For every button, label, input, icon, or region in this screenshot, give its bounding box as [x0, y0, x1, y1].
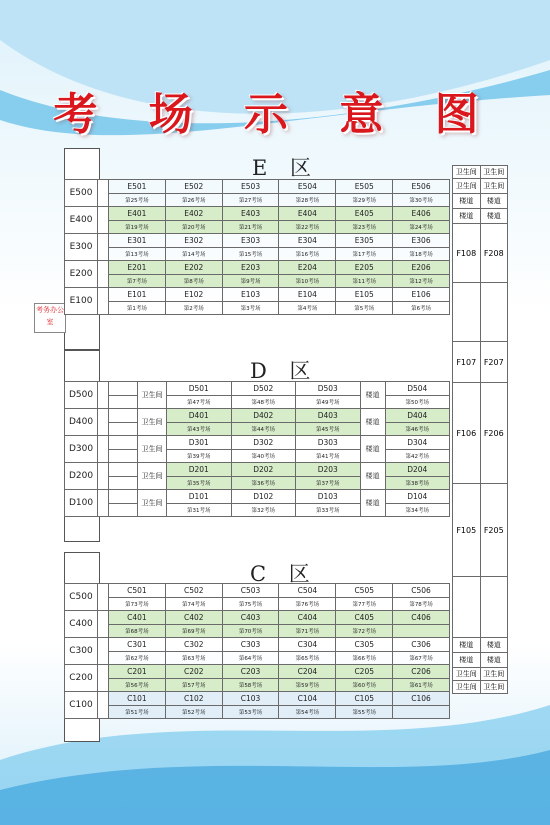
- room-f208: F208: [480, 224, 508, 283]
- toilet-label: 卫生间: [480, 681, 508, 694]
- floor-label: D500: [65, 382, 98, 409]
- exam-cell: 第59考场: [279, 679, 336, 692]
- exam-cell: 第60考场: [336, 679, 393, 692]
- exam-cell: 第35考场: [167, 477, 232, 490]
- room-cell: C503: [222, 584, 279, 598]
- room-cell: E405: [336, 207, 393, 221]
- room-cell: C103: [222, 692, 279, 706]
- stair-label: 楼道: [480, 194, 508, 209]
- exam-cell: 第74考场: [165, 598, 222, 611]
- corridor-cell: [109, 504, 138, 517]
- room-cell: C504: [279, 584, 336, 598]
- exam-cell: 第2考场: [165, 302, 222, 315]
- exam-cell: 第58考场: [222, 679, 279, 692]
- corridor-cell: [98, 261, 109, 288]
- exam-cell: 第15考场: [222, 248, 279, 261]
- exam-cell: 第45考场: [296, 423, 361, 436]
- room-cell: E201: [109, 261, 166, 275]
- toilet-label: 卫生间: [480, 166, 508, 179]
- room-cell: C404: [279, 611, 336, 625]
- corridor-cell: [98, 665, 109, 692]
- exam-cell: 第70考场: [222, 625, 279, 638]
- room-cell: E306: [393, 234, 450, 248]
- room-cell: C502: [165, 584, 222, 598]
- room-cell: D304: [385, 436, 450, 450]
- room-cell: E202: [165, 261, 222, 275]
- corridor-cell: [98, 490, 109, 517]
- exam-cell: 第7考场: [109, 275, 166, 288]
- exam-cell: 第18考场: [393, 248, 450, 261]
- room-cell: E103: [222, 288, 279, 302]
- exam-cell: 第1考场: [109, 302, 166, 315]
- room-cell: E406: [393, 207, 450, 221]
- room-cell: E104: [279, 288, 336, 302]
- stair-label: 楼道: [360, 382, 385, 409]
- exam-cell: 第10考场: [279, 275, 336, 288]
- room-cell: D101: [167, 490, 232, 504]
- room-cell: E305: [336, 234, 393, 248]
- exam-cell: 第26考场: [165, 194, 222, 207]
- room-cell: E503: [222, 180, 279, 194]
- exam-cell: 第21考场: [222, 221, 279, 234]
- toilet-label: 卫生间: [480, 179, 508, 194]
- corridor-cell: [109, 423, 138, 436]
- room-cell: E501: [109, 180, 166, 194]
- exam-cell: 第44考场: [231, 423, 296, 436]
- exam-cell: 第30考场: [393, 194, 450, 207]
- room-cell: E101: [109, 288, 166, 302]
- stair-label: 楼道: [360, 436, 385, 463]
- room-cell: D104: [385, 490, 450, 504]
- corridor-cell: [98, 409, 109, 436]
- room-cell: C402: [165, 611, 222, 625]
- floor-label: D300: [65, 436, 98, 463]
- exam-cell: 第16考场: [279, 248, 336, 261]
- room-cell: E302: [165, 234, 222, 248]
- corridor-cell: [98, 611, 109, 638]
- floor-label: E100: [65, 288, 98, 315]
- floor-label: C100: [65, 692, 98, 719]
- room-cell: D502: [231, 382, 296, 396]
- toilet-label: 卫生间: [138, 382, 167, 409]
- exam-cell: 第11考场: [336, 275, 393, 288]
- exam-cell: 第64考场: [222, 652, 279, 665]
- room-cell: E106: [393, 288, 450, 302]
- exam-cell: 第34考场: [385, 504, 450, 517]
- toilet-label: 卫生间: [138, 490, 167, 517]
- exam-cell: 第47考场: [167, 396, 232, 409]
- room-cell: D401: [167, 409, 232, 423]
- corridor-cell: [98, 180, 109, 207]
- stair-label: 楼道: [360, 490, 385, 517]
- corridor-cell: [109, 396, 138, 409]
- room-cell: E505: [336, 180, 393, 194]
- room-cell: C205: [336, 665, 393, 679]
- toilet-label: 卫生间: [138, 463, 167, 490]
- exam-cell: 第49考场: [296, 396, 361, 409]
- exam-cell: 第12考场: [393, 275, 450, 288]
- room-cell: C405: [336, 611, 393, 625]
- exam-cell: 第65考场: [279, 652, 336, 665]
- zone-C-table: [64, 583, 450, 719]
- room-cell: C304: [279, 638, 336, 652]
- room-cell: D303: [296, 436, 361, 450]
- corridor-cell: [109, 477, 138, 490]
- corridor-cell: [98, 692, 109, 719]
- exam-cell: 第46考场: [385, 423, 450, 436]
- zone-D-table: [64, 381, 450, 517]
- room-cell: E301: [109, 234, 166, 248]
- exam-cell: 第37考场: [296, 477, 361, 490]
- room-cell: C102: [165, 692, 222, 706]
- exam-cell: 第27考场: [222, 194, 279, 207]
- exam-cell: 第75考场: [222, 598, 279, 611]
- corridor-cell: [109, 450, 138, 463]
- room-cell: E206: [393, 261, 450, 275]
- room-cell: D204: [385, 463, 450, 477]
- exam-cell: 第32考场: [231, 504, 296, 517]
- corridor-cell: [98, 207, 109, 234]
- stair-label: 楼道: [480, 209, 508, 224]
- room-cell: D202: [231, 463, 296, 477]
- room-cell: C501: [109, 584, 166, 598]
- room-cell: E203: [222, 261, 279, 275]
- exam-cell: 第39考场: [167, 450, 232, 463]
- stair-label: 楼道: [360, 463, 385, 490]
- room-cell: E404: [279, 207, 336, 221]
- room-f206: F206: [480, 383, 508, 484]
- corridor-cell: [98, 584, 109, 611]
- exam-cell: 第50考场: [385, 396, 450, 409]
- corridor-cell: [98, 234, 109, 261]
- exam-cell: 第19考场: [109, 221, 166, 234]
- room-cell: C303: [222, 638, 279, 652]
- room-cell: E102: [165, 288, 222, 302]
- floor-label: D200: [65, 463, 98, 490]
- room-f105: F105: [453, 484, 481, 577]
- room-cell: E403: [222, 207, 279, 221]
- room-cell: C101: [109, 692, 166, 706]
- exam-cell: 第22考场: [279, 221, 336, 234]
- floor-label: C200: [65, 665, 98, 692]
- corridor-cell: [98, 288, 109, 315]
- exam-cell: 第31考场: [167, 504, 232, 517]
- room-cell: E504: [279, 180, 336, 194]
- exam-cell: 第6考场: [393, 302, 450, 315]
- corridor-cell: [98, 436, 109, 463]
- exam-cell: 第33考场: [296, 504, 361, 517]
- exam-cell: 第78考场: [393, 598, 450, 611]
- room-cell: E502: [165, 180, 222, 194]
- exam-cell: 第61考场: [393, 679, 450, 692]
- room-cell: D103: [296, 490, 361, 504]
- stair-label: 楼道: [453, 209, 481, 224]
- room-f106: F106: [453, 383, 481, 484]
- room-cell: C302: [165, 638, 222, 652]
- exam-cell: 第63考场: [165, 652, 222, 665]
- toilet-label: 卫生间: [453, 668, 481, 681]
- room-cell: E506: [393, 180, 450, 194]
- exam-cell: 第67考场: [393, 652, 450, 665]
- corridor-cell: [98, 638, 109, 665]
- room-cell: C506: [393, 584, 450, 598]
- exam-cell: 第8考场: [165, 275, 222, 288]
- room-cell: C301: [109, 638, 166, 652]
- exam-cell: 第55考场: [336, 706, 393, 719]
- toilet-label: 卫生间: [453, 166, 481, 179]
- exam-cell: 第54考场: [279, 706, 336, 719]
- exam-cell: 第51考场: [109, 706, 166, 719]
- room-cell: D503: [296, 382, 361, 396]
- floor-label: C500: [65, 584, 98, 611]
- room-cell: C106: [393, 692, 450, 706]
- floor-label: C300: [65, 638, 98, 665]
- corridor-cell: [109, 409, 138, 423]
- toilet-label: 卫生间: [138, 436, 167, 463]
- room-cell: C204: [279, 665, 336, 679]
- exam-cell: [393, 706, 450, 719]
- room-cell: C306: [393, 638, 450, 652]
- exam-cell: 第77考场: [336, 598, 393, 611]
- room-cell: D501: [167, 382, 232, 396]
- exam-cell: 第17考场: [336, 248, 393, 261]
- room-cell: D301: [167, 436, 232, 450]
- exam-cell: [393, 625, 450, 638]
- stair-label: 楼道: [480, 653, 508, 668]
- zone-c-title: C 区: [250, 562, 318, 586]
- room-cell: D201: [167, 463, 232, 477]
- exam-cell: 第13考场: [109, 248, 166, 261]
- exam-cell: 第62考场: [109, 652, 166, 665]
- exam-cell: 第52考场: [165, 706, 222, 719]
- stair-label: 楼道: [360, 409, 385, 436]
- floor-label: D100: [65, 490, 98, 517]
- zone-d-title: D 区: [250, 359, 319, 383]
- stair-label: 楼道: [480, 638, 508, 653]
- exam-cell: 第20考场: [165, 221, 222, 234]
- room-cell: C505: [336, 584, 393, 598]
- room-cell: C403: [222, 611, 279, 625]
- corridor-cell: [98, 463, 109, 490]
- room-cell: E304: [279, 234, 336, 248]
- room-cell: C201: [109, 665, 166, 679]
- room-cell: D404: [385, 409, 450, 423]
- room-cell: C202: [165, 665, 222, 679]
- room-cell: D402: [231, 409, 296, 423]
- room-cell: E401: [109, 207, 166, 221]
- room-cell: D504: [385, 382, 450, 396]
- exam-cell: 第41考场: [296, 450, 361, 463]
- room-f207: F207: [480, 342, 508, 383]
- exam-cell: 第24考场: [393, 221, 450, 234]
- exam-cell: 第43考场: [167, 423, 232, 436]
- exam-cell: 第69考场: [165, 625, 222, 638]
- exam-cell: 第38考场: [385, 477, 450, 490]
- exam-cell: 第4考场: [279, 302, 336, 315]
- exam-cell: 第71考场: [279, 625, 336, 638]
- exam-cell: 第73考场: [109, 598, 166, 611]
- exam-cell: 第23考场: [336, 221, 393, 234]
- room-cell: C203: [222, 665, 279, 679]
- exam-cell: 第42考场: [385, 450, 450, 463]
- corridor-cell: [98, 382, 109, 409]
- toilet-label: 卫生间: [138, 409, 167, 436]
- exam-cell: 第72考场: [336, 625, 393, 638]
- exam-cell: 第36考场: [231, 477, 296, 490]
- exam-cell: 第76考场: [279, 598, 336, 611]
- exam-cell: 第9考场: [222, 275, 279, 288]
- room-cell: E303: [222, 234, 279, 248]
- toilet-label: 卫生间: [453, 681, 481, 694]
- room-cell: E205: [336, 261, 393, 275]
- exam-cell: 第28考场: [279, 194, 336, 207]
- exam-office: 考务办公室: [34, 303, 66, 333]
- floor-label: D400: [65, 409, 98, 436]
- exam-cell: 第66考场: [336, 652, 393, 665]
- corridor-cell: [109, 382, 138, 396]
- corridor-cell: [109, 436, 138, 450]
- zone-E-table: [64, 179, 450, 315]
- exam-cell: 第29考场: [336, 194, 393, 207]
- exam-cell: 第14考场: [165, 248, 222, 261]
- room-cell: C406: [393, 611, 450, 625]
- room-f205: F205: [480, 484, 508, 577]
- page-title: 考 场 示 意 图: [53, 89, 497, 140]
- floor-label: E500: [65, 180, 98, 207]
- exam-cell: 第57考场: [165, 679, 222, 692]
- room-cell: D403: [296, 409, 361, 423]
- corridor-cell: [109, 463, 138, 477]
- room-cell: E204: [279, 261, 336, 275]
- floor-label: E400: [65, 207, 98, 234]
- room-cell: D203: [296, 463, 361, 477]
- zone-e-title: E 区: [252, 156, 320, 180]
- room-f107: F107: [453, 342, 481, 383]
- toilet-label: 卫生间: [453, 179, 481, 194]
- room-cell: C105: [336, 692, 393, 706]
- stair-label: 楼道: [453, 194, 481, 209]
- floor-label: E300: [65, 234, 98, 261]
- floor-label: C400: [65, 611, 98, 638]
- stair-label: 楼道: [453, 653, 481, 668]
- room-cell: E105: [336, 288, 393, 302]
- room-cell: E402: [165, 207, 222, 221]
- right-column: [452, 165, 508, 694]
- floor-label: E200: [65, 261, 98, 288]
- toilet-label: 卫生间: [480, 668, 508, 681]
- room-cell: D302: [231, 436, 296, 450]
- room-cell: C401: [109, 611, 166, 625]
- exam-cell: 第3考场: [222, 302, 279, 315]
- exam-cell: 第68考场: [109, 625, 166, 638]
- room-cell: C305: [336, 638, 393, 652]
- exam-cell: 第5考场: [336, 302, 393, 315]
- exam-cell: 第56考场: [109, 679, 166, 692]
- room-f108: F108: [453, 224, 481, 283]
- exam-cell: 第25考场: [109, 194, 166, 207]
- room-cell: C206: [393, 665, 450, 679]
- exam-cell: 第48考场: [231, 396, 296, 409]
- exam-cell: 第53考场: [222, 706, 279, 719]
- corridor-cell: [109, 490, 138, 504]
- room-cell: D102: [231, 490, 296, 504]
- room-cell: C104: [279, 692, 336, 706]
- stair-label: 楼道: [453, 638, 481, 653]
- exam-cell: 第40考场: [231, 450, 296, 463]
